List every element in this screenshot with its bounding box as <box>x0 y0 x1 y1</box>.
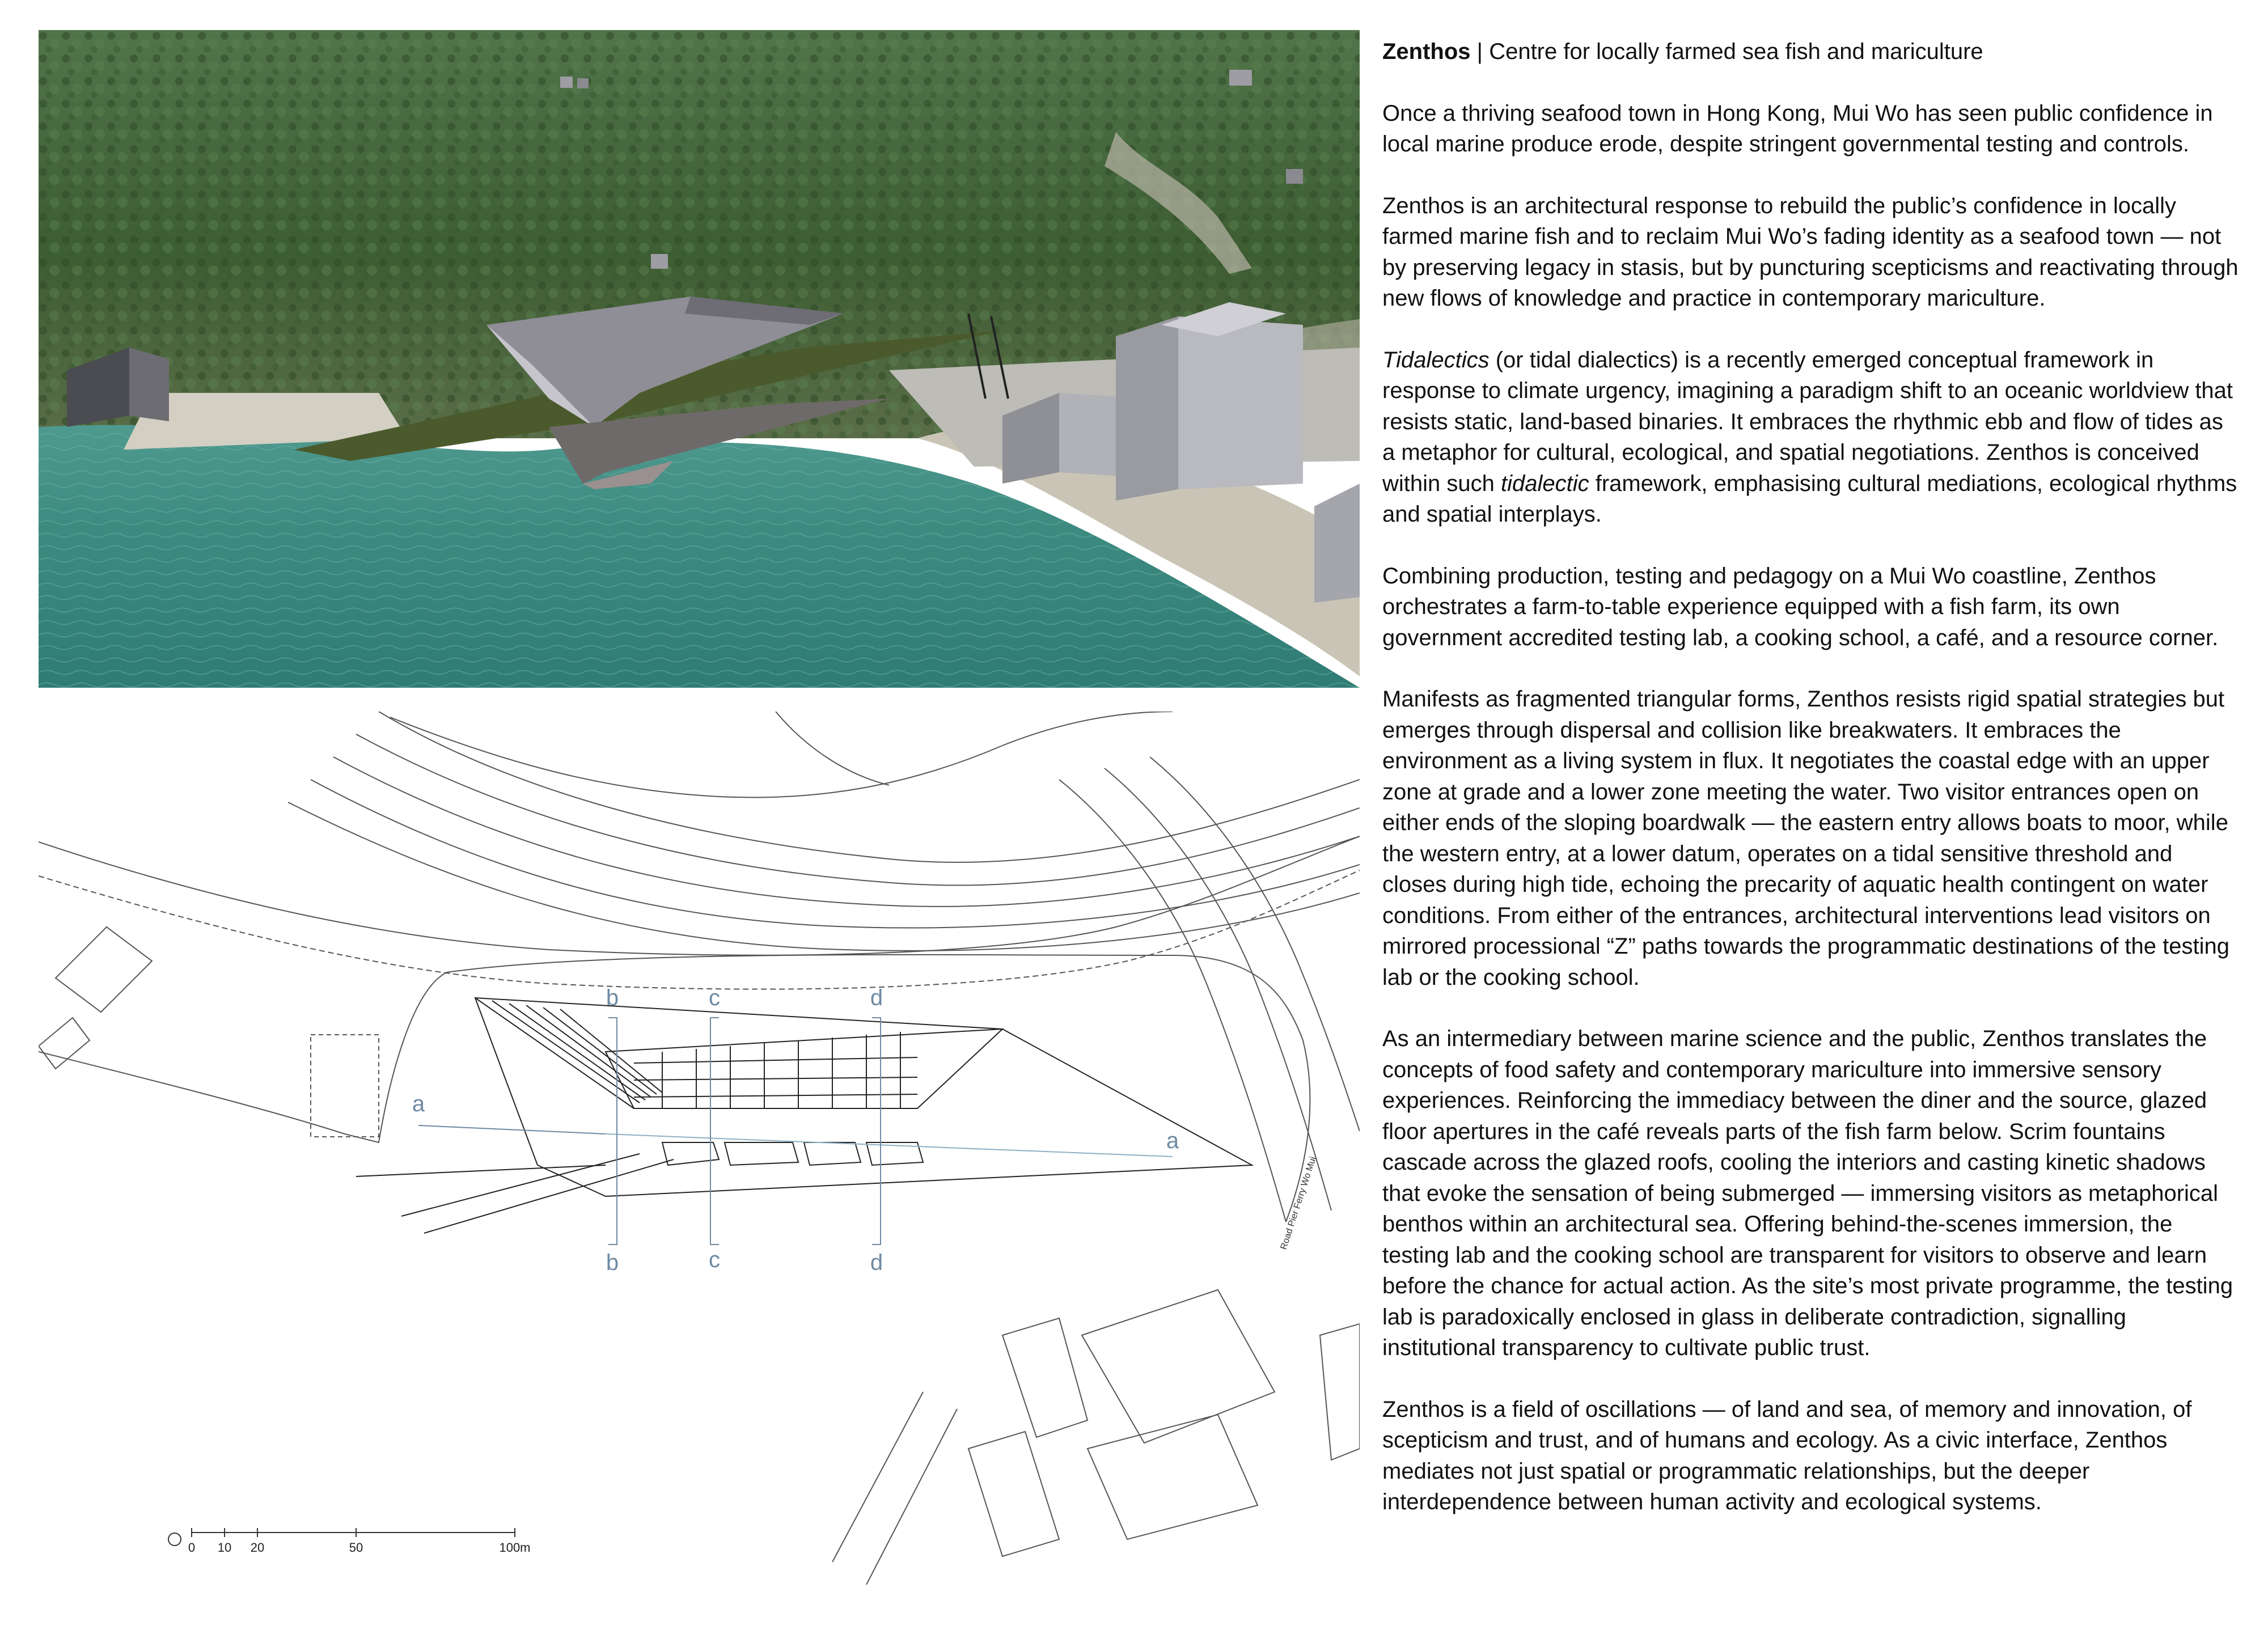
aerial-render-image <box>39 30 1360 688</box>
site-plan <box>39 712 1360 1585</box>
title-line <box>1382 36 2239 67</box>
paragraph-text: Zenthos is a field of oscillations — of land and sea, of memory and innovation, of scepticism and trust, and of humans and ecology. As a civic interface, Zenthos mediates not just spatial or programmatic relationships, but the deeper interdependence between human activity and ecological systems. <box>1382 1396 2192 1514</box>
italic-term: tidalectic <box>1500 471 1589 496</box>
body-text <box>1382 98 2239 1518</box>
section-marker-c-top: c <box>709 985 720 1010</box>
paragraph-4 <box>1382 561 2239 654</box>
scale-tick-10: 10 <box>217 1540 232 1555</box>
section-marker-a-right: a <box>1166 1128 1179 1153</box>
section-marker-b-top: b <box>606 985 619 1010</box>
page-subtitle: Centre for locally farmed sea fish and mariculture <box>1489 39 1983 64</box>
north-point-icon <box>168 1533 181 1546</box>
page-title: Zenthos <box>1382 39 1471 64</box>
paragraph-1 <box>1382 98 2239 160</box>
paragraph-text: As an intermediary between marine science and the public, Zenthos translates the concepts of food safety and contemporary mariculture into immersive sensory experiences. Reinforcing the immediacy between the diner and the source, glazed floor apertures in the café reveals parts of the fish farm below. Scrim fountains cascade across the glazed roofs, cooling the interiors and casting kinetic shadows that evoke the sensation of being submerged — immersing visitors as metaphorical benthos within an architectural sea. Offering behind-the-scenes immersion, the testing lab and the cooking school are transparent for visitors to observe and learn before the chance for actual action. As the site’s most private programme, the testing lab is paradoxically enclosed in glass in deliberate contradiction, signalling institutional transparency to cultivate public trust. <box>1382 1026 2233 1360</box>
paragraph-5 <box>1382 684 2239 993</box>
section-marker-c-bottom: c <box>709 1247 720 1272</box>
section-marker-a-left: a <box>412 1091 425 1116</box>
road-label: Road Pier Ferry Wo Mui <box>1279 1155 1318 1251</box>
scale-tick-0: 0 <box>188 1540 196 1555</box>
scale-tick-100m: 100m <box>499 1540 531 1555</box>
section-marker-d-top: d <box>870 985 883 1010</box>
paragraph-text: Combining production, testing and pedagogy on a Mui Wo coastline, Zenthos orchestrates a farm-to-table experience equipped with a fish farm, its own government accredited testing lab, a cooking school, a café, and a resource corner. <box>1382 563 2219 650</box>
aerial-render <box>39 30 1360 688</box>
paragraph-2 <box>1382 191 2239 314</box>
scale-bar <box>168 1528 531 1555</box>
paragraph-text: Zenthos is an architectural response to rebuild the public’s confidence in locally farmed marine fish and to reclaim Mui Wo’s fading identity as a seafood town — not by preserving legacy in stasis, but by puncturing scepticisms and reactivating through new flows of knowledge and practice in contemporary mariculture. <box>1382 193 2239 311</box>
section-marker-b-bottom: b <box>606 1250 619 1275</box>
section-marker-d-bottom: d <box>870 1250 883 1275</box>
paragraph-text: (or tidal dialectics) is a recently emerged conceptual framework in response to climate urgency, imagining a paradigm shift to an oceanic worldview that resists static, land-based binaries. It embraces the rhythmic ebb and flow of tides as a metaphor for cultural, ecological, and spatial negotiations. Zenthos is conceived within such <box>1382 347 2233 496</box>
text-panel <box>1382 36 2239 1518</box>
paragraph-7 <box>1382 1394 2239 1518</box>
site-plan-drawing <box>39 712 1360 1585</box>
paragraph-text: framework, emphasising cultural mediations, ecological rhythms and spatial interplays. <box>1382 471 2237 527</box>
paragraph-text: Once a thriving seafood town in Hong Kong, Mui Wo has seen public confidence in local marine produce erode, despite stringent governmental testing and controls. <box>1382 100 2213 156</box>
paragraph-6 <box>1382 1023 2239 1364</box>
scale-tick-20: 20 <box>250 1540 265 1555</box>
paragraph-3 <box>1382 345 2239 530</box>
italic-term: Tidalectics <box>1382 347 1490 372</box>
title-separator: | <box>1476 39 1483 64</box>
paragraph-text: Manifests as fragmented triangular forms, Zenthos resists rigid spatial strategies but emerges through dispersal and collision like breakwaters. It embraces the environment as a living system in flux. It negotiates the coastal edge with an upper zone at grade and a lower zone meeting the water. Two visitor entrances open on either ends of the sloping boardwalk — the eastern entry allows boats to moor, while the western entry, at a lower datum, operates on a tidal sensitive threshold and closes during high tide, echoing the precarity of aquatic health contingent on water conditions. From either of the entrances, architectural interventions lead visitors on mirrored processional “Z” paths towards the programmatic destinations of the testing lab or the cooking school. <box>1382 687 2230 990</box>
scale-tick-50: 50 <box>349 1540 363 1555</box>
